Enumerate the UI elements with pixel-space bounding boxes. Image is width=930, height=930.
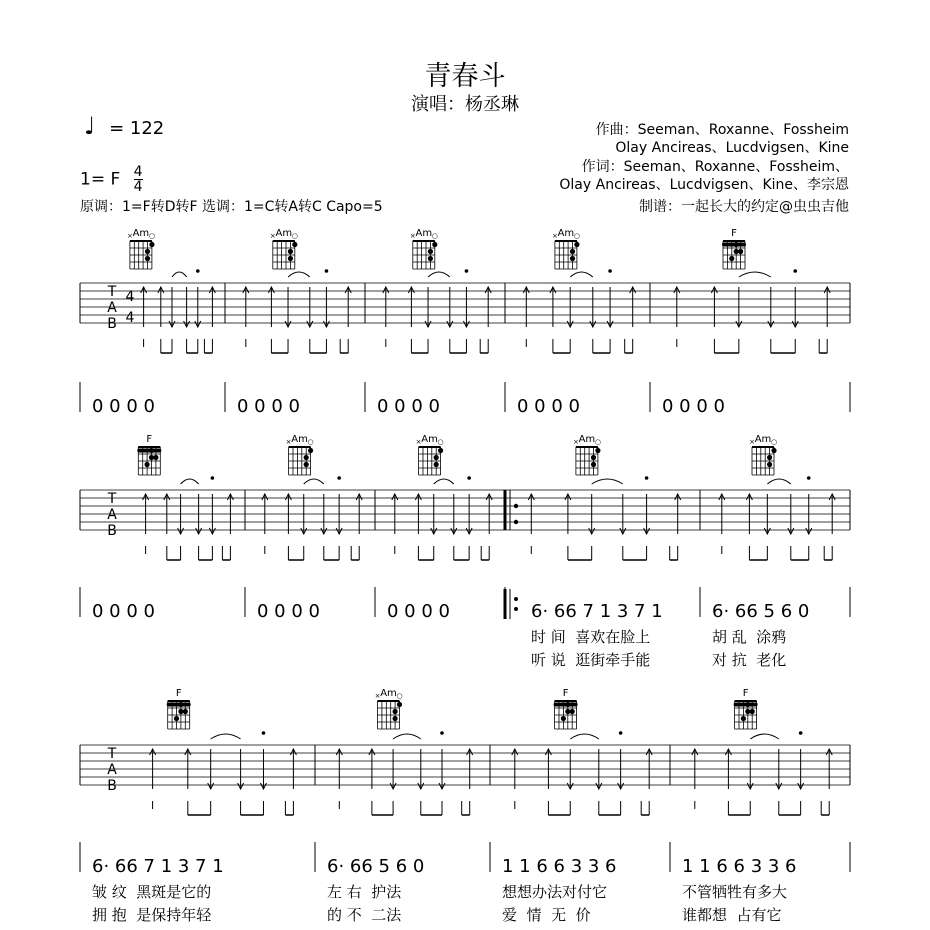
chord-dot (288, 249, 293, 254)
time-bottom: 4 (133, 179, 143, 195)
tab-clef-letter: A (107, 300, 117, 316)
tab-system (80, 434, 850, 669)
chord-dot (729, 256, 734, 261)
numbered-notation: 0 0 0 0 (377, 396, 440, 417)
chord-diagram (722, 228, 746, 269)
chord-mute-mark: × (551, 232, 558, 240)
chord-dot (434, 455, 439, 460)
lyric-line-1: 胡 乱 涂鸦 (712, 628, 787, 646)
staccato-dot (467, 476, 471, 480)
chord-dot (570, 249, 575, 254)
chord-dot (591, 462, 596, 467)
lyric-line-2: 的 不 二法 (327, 906, 402, 924)
lyric-line-2: 爱 情 无 价 (502, 906, 591, 924)
chord-mute-mark: × (374, 692, 381, 700)
lyric-line-1: 皱 纹 黑斑是它的 (92, 883, 212, 901)
tie-arc (172, 272, 187, 277)
time-top: 4 (133, 164, 143, 180)
chord-dot (145, 462, 150, 467)
chord-diagram (573, 434, 601, 475)
tie-arc (434, 479, 454, 484)
chord-dot (145, 249, 150, 254)
quarter-note-icon: ♩ (84, 112, 96, 140)
chord-dot (174, 716, 179, 721)
chord-name: Am (578, 434, 596, 445)
tab-clef-letter: T (107, 746, 117, 762)
chord-dot (178, 709, 183, 714)
chord-mute-mark: ○ (396, 692, 403, 700)
tie-arc (570, 734, 599, 739)
numbered-notation: 1 1 6 6 3 3 6 (682, 856, 797, 877)
lyric-line-2: 听 说 逛街牵手能 (531, 651, 651, 669)
chord-dot (595, 448, 600, 453)
chord-mute-mark: ○ (437, 438, 444, 446)
tab-clef-letter: B (107, 523, 117, 539)
chord-diagram (554, 688, 578, 729)
chord-dot (565, 709, 570, 714)
staccato-dot (196, 269, 200, 273)
chord-dot (393, 709, 398, 714)
chord-dot (561, 716, 566, 721)
tempo-value: = 122 (109, 118, 165, 139)
arranger: 制谱：一起长大的约定@虫虫吉他 (639, 199, 849, 215)
tie-arc (288, 272, 310, 277)
chord-dot (570, 256, 575, 261)
chord-name: Am (291, 434, 308, 445)
chord-diagram (410, 228, 438, 269)
tie-arc (739, 272, 771, 277)
chord-name: F (742, 688, 749, 699)
chord-mute-mark: × (126, 232, 133, 240)
chord-name: F (562, 688, 569, 699)
lyric-line-2: 拥 抱 是保持年轻 (92, 906, 212, 924)
chord-dot (741, 716, 746, 721)
chord-diagram (270, 228, 298, 269)
tie-arc (211, 734, 241, 739)
chord-name: F (175, 688, 182, 699)
chord-dot (771, 448, 776, 453)
chord-diagram (127, 228, 155, 269)
numbered-notation: 6· 66 7 1 3 7 1 (531, 601, 663, 622)
singer: 演唱：杨丞琳 (411, 94, 519, 115)
chord-mute-mark: × (285, 438, 292, 446)
lyric-line-2: 谁都想 占有它 (682, 906, 782, 924)
chord-mute-mark: ○ (573, 232, 580, 240)
chord-diagram (167, 688, 191, 729)
chord-name: Am (421, 434, 438, 445)
chord-diagram (734, 688, 758, 729)
tie-arc (304, 479, 324, 484)
chord-dot (304, 455, 309, 460)
chord-dot (438, 448, 443, 453)
chord-dot (149, 448, 154, 453)
chord-dot (745, 709, 750, 714)
numbered-notation: 6· 66 5 6 0 (712, 601, 810, 622)
repeat-dot (514, 520, 518, 524)
lyric-line-1: 想想办法对付它 (502, 883, 608, 901)
chord-diagram (375, 688, 403, 729)
repeat-dot (514, 607, 518, 611)
chord-name: Am (132, 228, 150, 239)
tab-clef-letter: T (107, 491, 117, 507)
key-text: 1= F (80, 169, 121, 190)
chord-dot (734, 242, 739, 247)
tie-arc (750, 734, 779, 739)
chord-mute-mark: ○ (148, 232, 155, 240)
tab-clef-letter: A (107, 507, 117, 523)
chord-name: Am (380, 688, 397, 699)
tie-arc (181, 479, 199, 484)
staccato-dot (793, 269, 797, 273)
chord-dot (149, 242, 154, 247)
tab-clef-letter: B (107, 778, 117, 794)
staccato-dot (262, 731, 266, 735)
chord-name: F (146, 434, 153, 445)
chord-dot (767, 462, 772, 467)
chord-name: Am (557, 228, 575, 239)
numbered-notation: 0 0 0 0 (387, 601, 450, 622)
staccato-dot (440, 731, 444, 735)
tab-time-top: 4 (125, 289, 135, 305)
repeat-dot (514, 504, 518, 508)
tab-system (80, 688, 850, 924)
tab-clef-letter: T (107, 284, 117, 300)
numbered-notation: 0 0 0 0 (662, 396, 725, 417)
song-title: 青春斗 (424, 61, 506, 92)
chord-dot (178, 702, 183, 707)
numbered-notation: 1 1 6 6 3 3 6 (502, 856, 617, 877)
chord-mute-mark: × (269, 232, 276, 240)
chord-dot (432, 242, 437, 247)
staccato-dot (337, 476, 341, 480)
composer-line: 作曲：Seeman、Roxanne、Fossheim (595, 122, 849, 138)
chord-dot (393, 716, 398, 721)
tab-system (80, 228, 850, 417)
lyricist-line: 作词：Seeman、Roxanne、Fossheim、 (581, 158, 849, 175)
numbered-notation: 0 0 0 0 (92, 601, 155, 622)
chord-dot (745, 702, 750, 707)
tab-clef-letter: B (107, 316, 117, 332)
numbered-notation: 6· 66 7 1 3 7 1 (92, 856, 224, 877)
lyric-line-1: 不管牺牲有多大 (682, 883, 788, 901)
composer-line: Olay Ancireas、Lucdvigsen、Kine (615, 140, 849, 157)
chord-mute-mark: ○ (291, 232, 298, 240)
tie-arc (767, 479, 790, 484)
numbered-notation: 0 0 0 0 (517, 396, 580, 417)
staccato-dot (807, 476, 811, 480)
lyricist-line: Olay Ancireas、Lucdvigsen、Kine、李宗恩 (559, 177, 849, 194)
chord-mute-mark: ○ (594, 438, 601, 446)
chord-dot (308, 448, 313, 453)
chord-dot (304, 462, 309, 467)
chord-mute-mark: × (749, 438, 755, 446)
chord-diagram (552, 228, 580, 269)
chord-dot (145, 256, 150, 261)
chord-mute-mark: × (415, 438, 422, 446)
numbered-notation: 0 0 0 0 (237, 396, 300, 417)
chord-mute-mark: ○ (770, 438, 778, 446)
staccato-dot (619, 731, 623, 735)
chord-name: F (731, 228, 737, 239)
numbered-notation: 0 0 0 0 (257, 601, 320, 622)
chord-dot (734, 249, 739, 254)
numbered-notation: 6· 66 5 6 0 (327, 856, 425, 877)
chord-mute-mark: × (572, 438, 579, 446)
lyric-line-2: 对 抗 老化 (712, 651, 787, 669)
chord-dot (565, 702, 570, 707)
chord-diagram (416, 434, 444, 475)
lyric-line-1: 左 右 护法 (327, 883, 402, 901)
chord-dot (292, 242, 297, 247)
chord-mute-mark: × (409, 232, 416, 240)
tab-clef-letter: A (107, 762, 117, 778)
chord-dot (428, 249, 433, 254)
staccato-dot (799, 731, 803, 735)
lyric-line-1: 时 间 喜欢在脸上 (531, 628, 651, 646)
repeat-dot (514, 597, 518, 601)
staccato-dot (608, 269, 612, 273)
chord-diagram (286, 434, 314, 475)
chord-diagram (749, 434, 777, 475)
chord-mute-mark: ○ (431, 232, 438, 240)
chord-dot (397, 702, 402, 707)
chord-dot (428, 256, 433, 261)
chord-dot (591, 455, 596, 460)
tie-arc (570, 272, 593, 277)
chord-name: Am (754, 434, 772, 445)
tie-arc (393, 734, 421, 739)
chord-dot (767, 455, 772, 460)
chord-dot (574, 242, 579, 247)
chord-dot (288, 256, 293, 261)
chord-diagram (137, 434, 161, 475)
tie-arc (592, 479, 623, 484)
chord-mute-mark: ○ (307, 438, 314, 446)
chord-name: Am (415, 228, 433, 239)
staccato-dot (645, 476, 649, 480)
tie-arc (428, 272, 450, 277)
tab-time-bottom: 4 (125, 310, 135, 326)
key-info: 原调：1=F转D转F 选调：1=C转A转C Capo=5 (80, 199, 383, 215)
chord-dot (149, 455, 154, 460)
staccato-dot (465, 269, 469, 273)
staccato-dot (325, 269, 329, 273)
staccato-dot (211, 476, 215, 480)
chord-name: Am (275, 228, 293, 239)
numbered-notation: 0 0 0 0 (92, 396, 155, 417)
chord-dot (434, 462, 439, 467)
